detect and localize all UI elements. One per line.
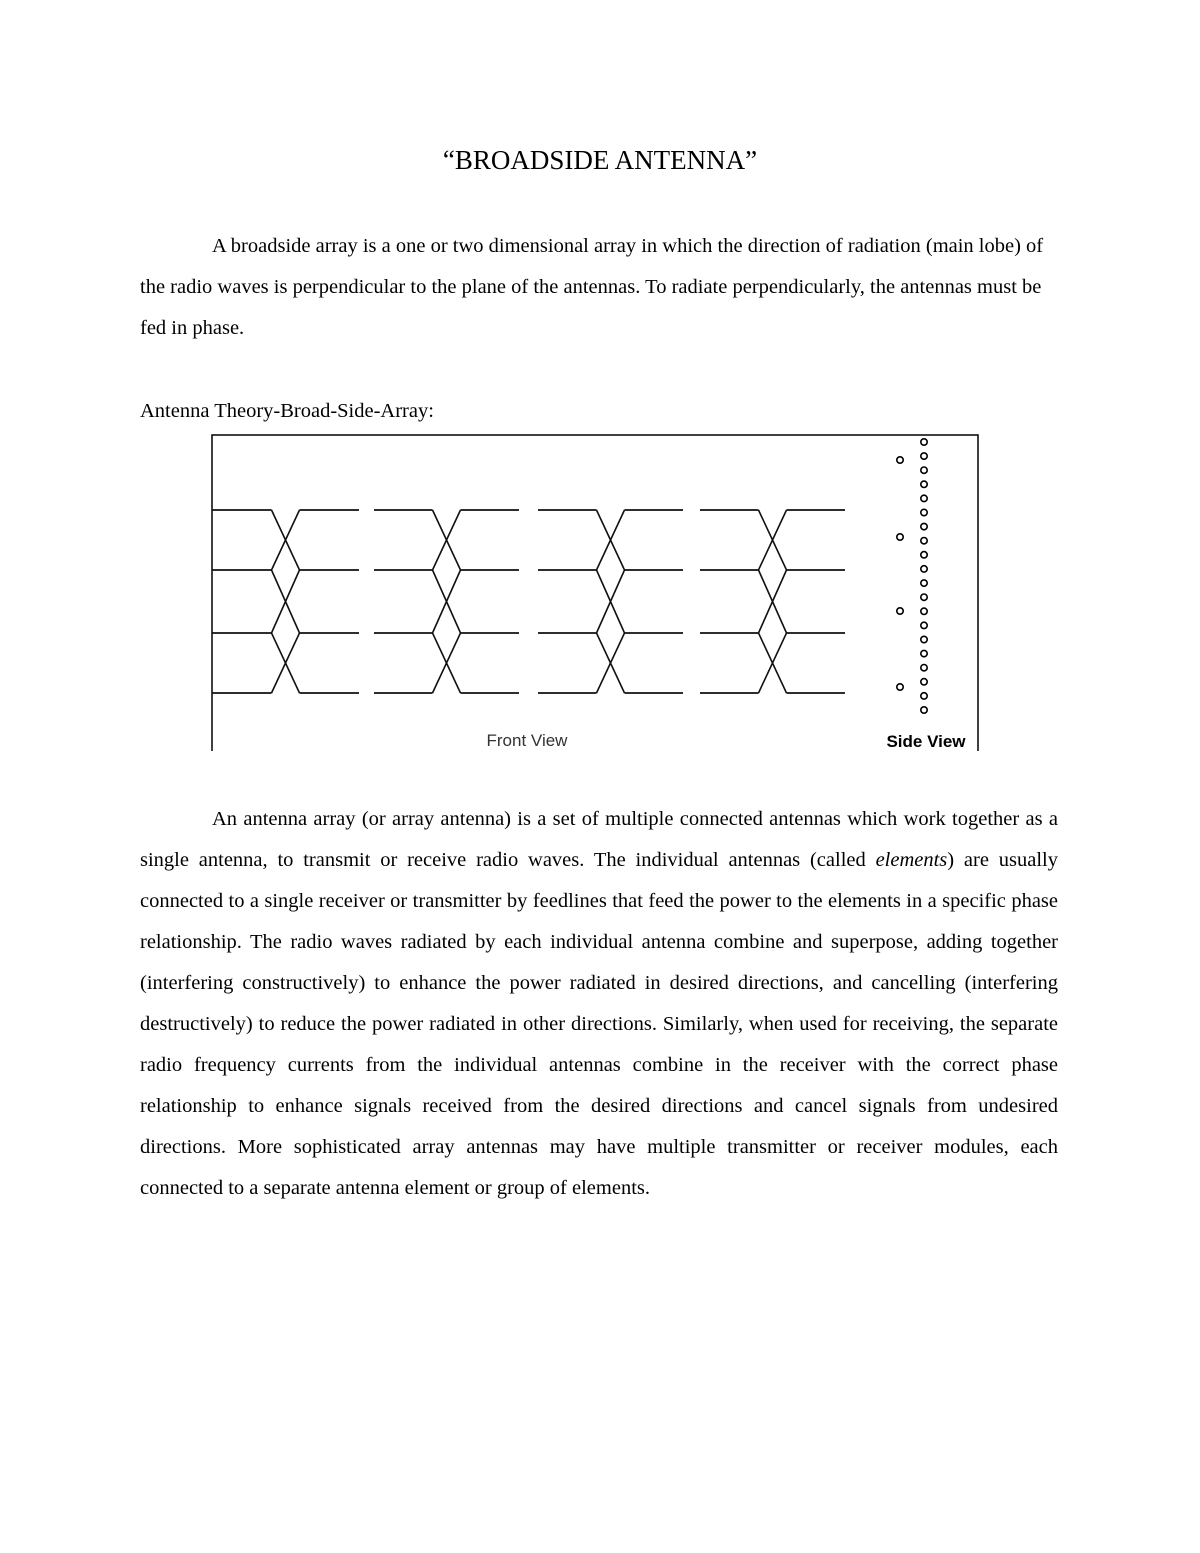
array-description-italic: elements (875, 849, 948, 871)
array-description-text-b: ) are usually connected to a single receiver or transmitter by feedlines that feed the power to the elements in a specific phase relationship. The radio waves radiated by each individual antenna combine and superpose, adding together (interfering constructively) to enhance the power radiated in desired directions, and cancelling (interfering destructively) to reduce the power radiated in other directions. Similarly, when used for receiving, the separate radio frequency currents from the individual antennas combine in the receiver with the correct phase relationship to enhance signals received from the desired directions and cancel signals from undesired directions. More sophisticated array antennas may have multiple transmitter or receiver modules, each connected to a separate antenna element or group of elements. (140, 849, 1058, 1199)
broadside-array-figure (210, 433, 980, 753)
side-view-element (921, 594, 927, 600)
page-title: “BROADSIDE ANTENNA” (442, 145, 758, 175)
intro-paragraph-text: A broadside array is a one or two dimensional array in which the direction of radiation (main lobe) of the radio waves is perpendicular to the plane of the antennas. To radiate perpendicularly, the antennas must be fed in phase. (140, 235, 1044, 339)
side-view-element (897, 608, 903, 614)
side-view-element (921, 693, 927, 699)
figure-frame (212, 435, 978, 751)
side-view-element (921, 650, 927, 656)
side-view-element (921, 523, 927, 529)
side-view-element (921, 636, 927, 642)
intro-paragraph (140, 226, 1058, 349)
side-view-element (921, 509, 927, 515)
array-description-paragraph (140, 799, 1058, 1209)
side-view-element (921, 495, 927, 501)
side-view-element (921, 439, 927, 445)
front-view-label: Front View (486, 731, 568, 750)
side-view-element (921, 538, 927, 544)
figure-caption: Antenna Theory-Broad-Side-Array: (140, 400, 434, 422)
side-view-element (897, 457, 903, 463)
side-view-element (921, 665, 927, 671)
side-view-element (921, 707, 927, 713)
side-view-diagram (897, 439, 927, 713)
side-view-element (921, 481, 927, 487)
side-view-element (921, 580, 927, 586)
broadside-array-diagram (210, 433, 980, 753)
side-view-element (921, 566, 927, 572)
side-view-element (921, 622, 927, 628)
front-view-diagram (212, 510, 845, 693)
array-description-text-a: An antenna array (or array antenna) is a set of multiple connected antennas which work together as a single antenna, to transmit or receive radio waves. The individual antennas (called (140, 808, 1058, 871)
side-view-label: Side View (886, 732, 966, 751)
figure-frame-border (212, 435, 978, 751)
side-view-element (921, 552, 927, 558)
side-view-element (921, 453, 927, 459)
side-view-element (897, 534, 903, 540)
side-view-element (921, 467, 927, 473)
side-view-element (921, 608, 927, 614)
side-view-element (897, 684, 903, 690)
side-view-element (921, 679, 927, 685)
